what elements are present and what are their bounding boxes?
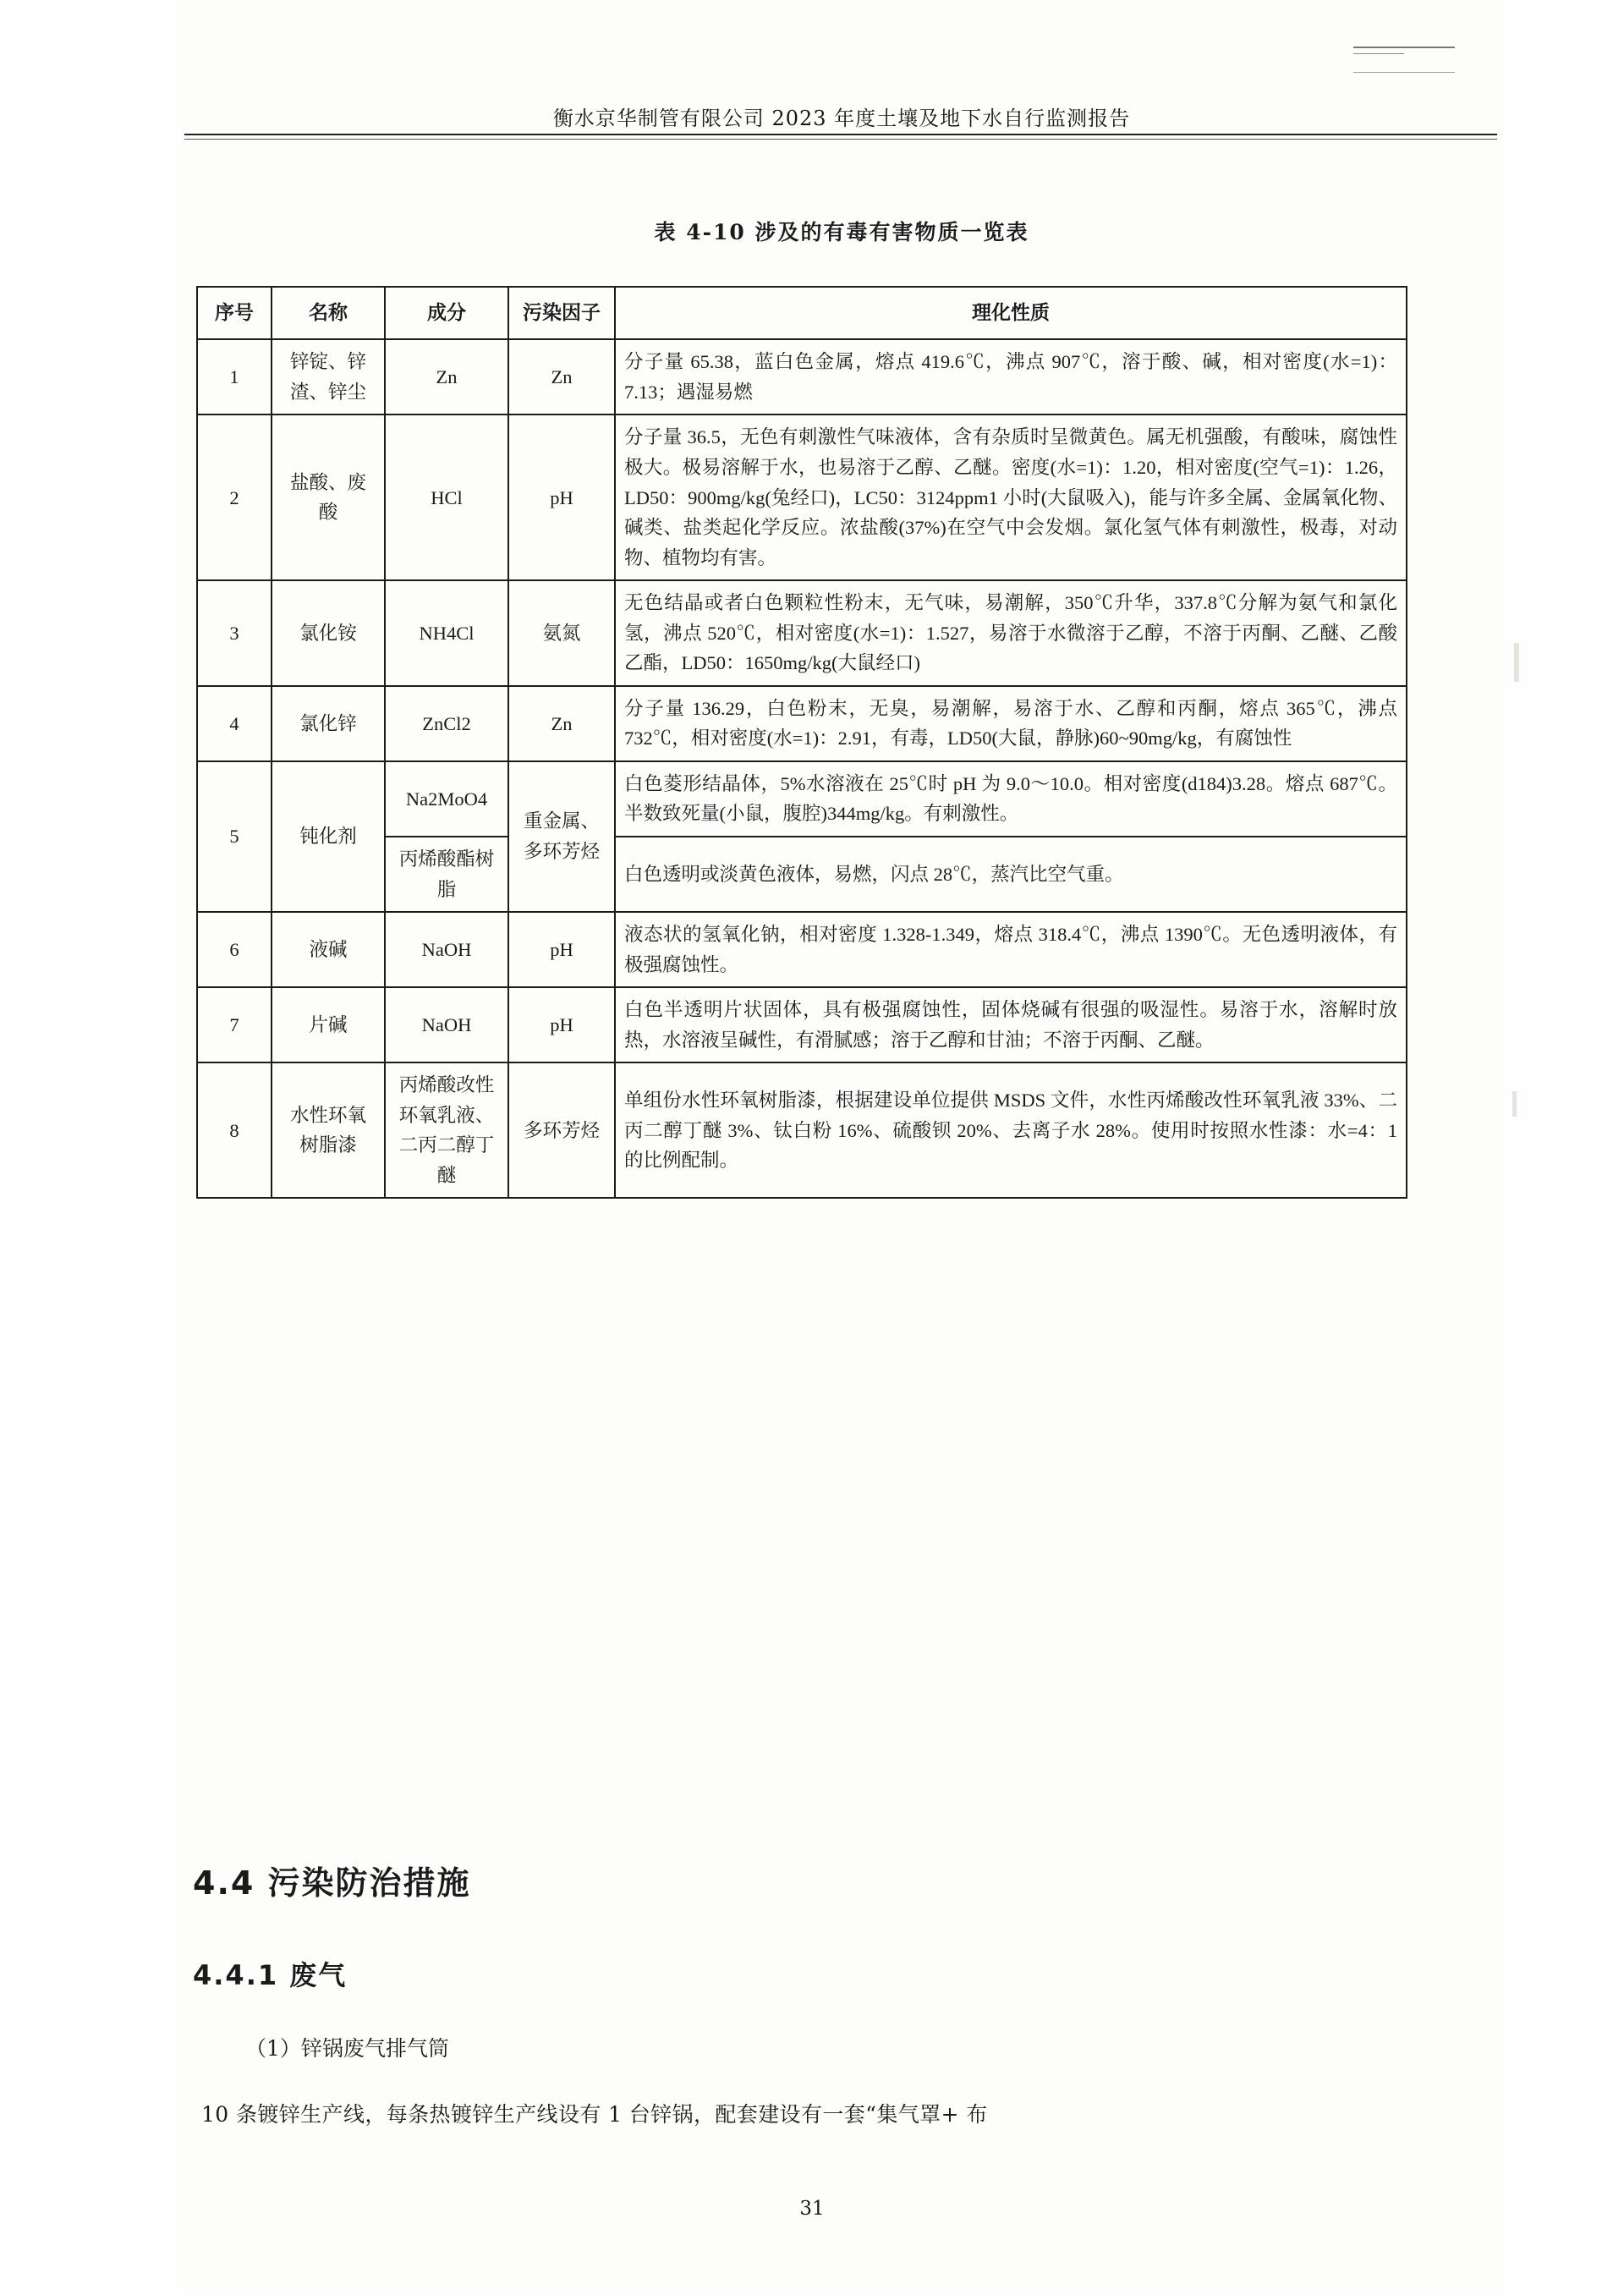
cell-seq: 2: [197, 415, 272, 580]
table-row: [197, 339, 1407, 415]
cell-seq: 7: [197, 987, 272, 1062]
hazardous-substances-table: [196, 286, 1407, 1199]
cell-component: NaOH: [385, 987, 508, 1062]
cell-properties: 液态状的氢氧化钠，相对密度 1.328-1.349，熔点 318.4℃，沸点 1390℃。无色透明液体，有极强腐蚀性。: [615, 912, 1407, 987]
column-header-factor: 污染因子: [508, 287, 615, 339]
header-rule-top: [184, 134, 1497, 135]
column-header-name: 名称: [272, 287, 385, 339]
cell-seq: 6: [197, 912, 272, 987]
scan-speckle: [1514, 643, 1519, 682]
cell-component: NaOH: [385, 912, 508, 987]
cell-factor: Zn: [508, 339, 615, 415]
cell-properties: 白色半透明片状固体，具有极强腐蚀性，固体烧碱有很强的吸湿性。易溶于水，溶解时放热，水溶液呈碱性，有滑腻感；溶于乙醇和甘油；不溶于丙酮、乙醚。: [615, 987, 1407, 1062]
table-row: [197, 415, 1407, 580]
section-heading-4-4-1: 4.4.1 废气: [193, 1959, 348, 1991]
paragraph-production-lines: 10 条镀锌生产线，每条热镀锌生产线设有 1 台锌锅，配套建设有一套“集气罩+ 布: [201, 2102, 988, 2127]
cell-seq: 1: [197, 339, 272, 415]
cell-factor: 氨氮: [508, 580, 615, 686]
table-row: [197, 580, 1407, 686]
cell-name: 氯化铵: [272, 580, 385, 686]
table-header-row: [197, 287, 1407, 339]
scan-speckle: [1512, 1091, 1517, 1117]
cell-properties: 单组份水性环氧树脂漆，根据建设单位提供 MSDS 文件，水性丙烯酸改性环氧乳液 33%、二丙二醇丁醚 3%、钛白粉 16%、硫酸钡 20%、去离子水 28%。使用时按照水性漆：水=4：1 的比例配制。: [615, 1062, 1407, 1198]
cell-name: 氯化锌: [272, 686, 385, 761]
cell-seq: 8: [197, 1062, 272, 1198]
cell-properties-b: 白色透明或淡黄色液体，易燃，闪点 28℃，蒸汽比空气重。: [615, 837, 1407, 912]
cell-seq: 5: [197, 761, 272, 912]
cell-factor: pH: [508, 912, 615, 987]
cell-factor: pH: [508, 415, 615, 580]
table-row: [197, 761, 1407, 837]
cell-component: 丙烯酸改性环氧乳液、二丙二醇丁醚: [385, 1062, 508, 1198]
column-header-seq: 序号: [197, 287, 272, 339]
cell-name: 水性环氧树脂漆: [272, 1062, 385, 1198]
cell-properties: 无色结晶或者白色颗粒性粉末，无气味，易潮解，350℃升华，337.8℃分解为氨气和氯化氢，沸点 520℃，相对密度(水=1)：1.527，易溶于水微溶于乙醇，不溶于丙酮、乙醚、乙酸乙酯，LD50：1650mg/kg(大鼠经口): [615, 580, 1407, 686]
table-row: [197, 686, 1407, 761]
cell-component: Zn: [385, 339, 508, 415]
cell-factor: 多环芳烃: [508, 1062, 615, 1198]
table-title: 表 4-10 涉及的有毒有害物质一览表: [654, 220, 1029, 244]
page-number: 31: [799, 2198, 825, 2220]
cell-properties: 分子量 36.5，无色有刺激性气味液体，含有杂质时呈微黄色。属无机强酸，有酸味，腐蚀性极大。极易溶解于水，也易溶于乙醇、乙醚。密度(水=1)：1.20，相对密度(空气=1)：1.26，LD50：900mg/kg(兔经口)，LC50：3124ppm1 小时(大鼠吸入)，能与许多全属、金属氧化物、碱类、盐类起化学反应。浓盐酸(37%)在空气中会发烟。氯化氢气体有刺激性，极毒，对动物、植物均有害。: [615, 415, 1407, 580]
paragraph-zinc-pot-stack: （1）锌锅废气排气筒: [245, 2036, 449, 2061]
cell-seq: 3: [197, 580, 272, 686]
table-row: [197, 1062, 1407, 1198]
section-heading-4-4: 4.4 污染防治措施: [193, 1864, 471, 1902]
column-header-properties: 理化性质: [615, 287, 1407, 339]
cell-component-b: 丙烯酸酯树脂: [385, 837, 508, 912]
cell-factor: 重金属、多环芳烃: [508, 761, 615, 912]
cell-factor: Zn: [508, 686, 615, 761]
cell-component-a: Na2MoO4: [385, 761, 508, 837]
scan-artifact: [1353, 47, 1455, 73]
table-row: [197, 912, 1407, 987]
cell-properties-a: 白色菱形结晶体，5%水溶液在 25℃时 pH 为 9.0～10.0。相对密度(d184)3.28。熔点 687℃。半数致死量(小鼠，腹腔)344mg/kg。有刺激性。: [615, 761, 1407, 837]
cell-properties: 分子量 65.38，蓝白色金属，熔点 419.6℃，沸点 907℃，溶于酸、碱，相对密度(水=1)：7.13；遇湿易燃: [615, 339, 1407, 415]
cell-name: 锌锭、锌渣、锌尘: [272, 339, 385, 415]
cell-seq: 4: [197, 686, 272, 761]
header-rule-bottom: [184, 139, 1497, 140]
column-header-component: 成分: [385, 287, 508, 339]
cell-properties: 分子量 136.29，白色粉末，无臭，易潮解，易溶于水、乙醇和丙酮，熔点 365℃，沸点 732℃，相对密度(水=1)：2.91，有毒，LD50(大鼠，静脉)60~90mg/kg，有腐蚀性: [615, 686, 1407, 761]
cell-name: 片碱: [272, 987, 385, 1062]
running-header: 衡水京华制管有限公司 2023 年度土壤及地下水自行监测报告: [552, 107, 1131, 130]
table-row: [197, 987, 1407, 1062]
cell-name: 液碱: [272, 912, 385, 987]
cell-component: HCl: [385, 415, 508, 580]
cell-component: NH4Cl: [385, 580, 508, 686]
cell-name: 盐酸、废酸: [272, 415, 385, 580]
cell-name: 钝化剂: [272, 761, 385, 912]
cell-component: ZnCl2: [385, 686, 508, 761]
cell-factor: pH: [508, 987, 615, 1062]
